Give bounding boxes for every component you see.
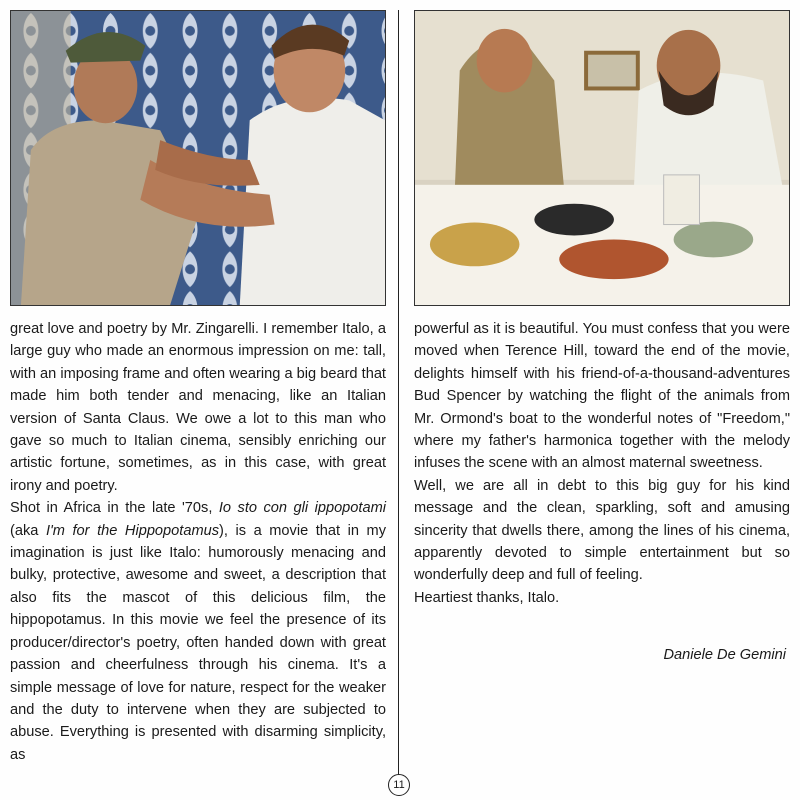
left-column	[10, 10, 386, 766]
right-article-text	[414, 318, 790, 609]
text-segment: (aka	[10, 522, 46, 539]
right-paragraph	[414, 587, 790, 609]
text-segment: powerful as it is beautiful. You must confess that you were moved when Terence Hill, toward the end of the movie, delights himself with his friend-of-a-thousand-adventures Bud Spencer by watching the flight of the animals from Mr. Ormond's boat to the wonderful notes of "Freedom," where my father's harmonica together with the melody infuses the scene with an almost maternal sweetness.	[414, 321, 790, 472]
right-paragraph	[414, 318, 790, 475]
left-paragraph	[10, 318, 386, 497]
text-segment: Heartiest thanks, Italo.	[414, 589, 560, 606]
right-column	[414, 10, 790, 663]
italic-title: I'm for the Hippopotamus	[45, 522, 220, 539]
dining-table-image	[415, 11, 789, 305]
left-paragraph	[10, 497, 386, 766]
photo-arm-wrestling	[10, 10, 386, 306]
page-number: 11	[388, 774, 410, 796]
photo-dining-table	[414, 10, 790, 306]
text-segment: Shot in Africa in the late '70s,	[10, 500, 219, 517]
right-paragraph	[414, 475, 790, 587]
text-segment: great love and poetry by Mr. Zingarelli. I remember Italo, a large guy who made an enormous impression on me: tall, with an imposing frame and often wearing a big beard that made him both tender and menacing, like an Italian version of Santa Claus. We owe a lot to this man who gave so much to Italian cinema, sensibly enriching our artistic fortune, sometimes, as in this case, with great irony and poetry.	[10, 321, 386, 494]
text-segment: ), is a movie that in my imagination is just like Italo: humorously menacing and bulky, protective, awesome and sweet, a description that also fits the mascot of this delicious film, the hippopotamus. In this movie we feel the presence of its producer/director's poetry, often handed down with great passion and cheerfulness through his cinema. It's a simple message of love for nature, respect for the weaker and the duty to intervene when they are subjected to abuse. Everything is presented with disarming simplicity, as	[10, 522, 386, 763]
italic-title: Io sto con gli ippopotami	[218, 500, 386, 517]
left-article-text	[10, 318, 386, 766]
column-divider	[398, 10, 399, 780]
text-segment: Well, we are all in debt to this big guy for his kind message and the clean, sparkling, soft and amusing sincerity that dwells there, among the lines of his cinema, apparently devoted to simple entertainment but so wonderfully deep and full of feeling.	[414, 477, 790, 584]
author-signature: Daniele De Gemini	[663, 647, 786, 664]
arm-wrestling-image	[11, 11, 385, 305]
